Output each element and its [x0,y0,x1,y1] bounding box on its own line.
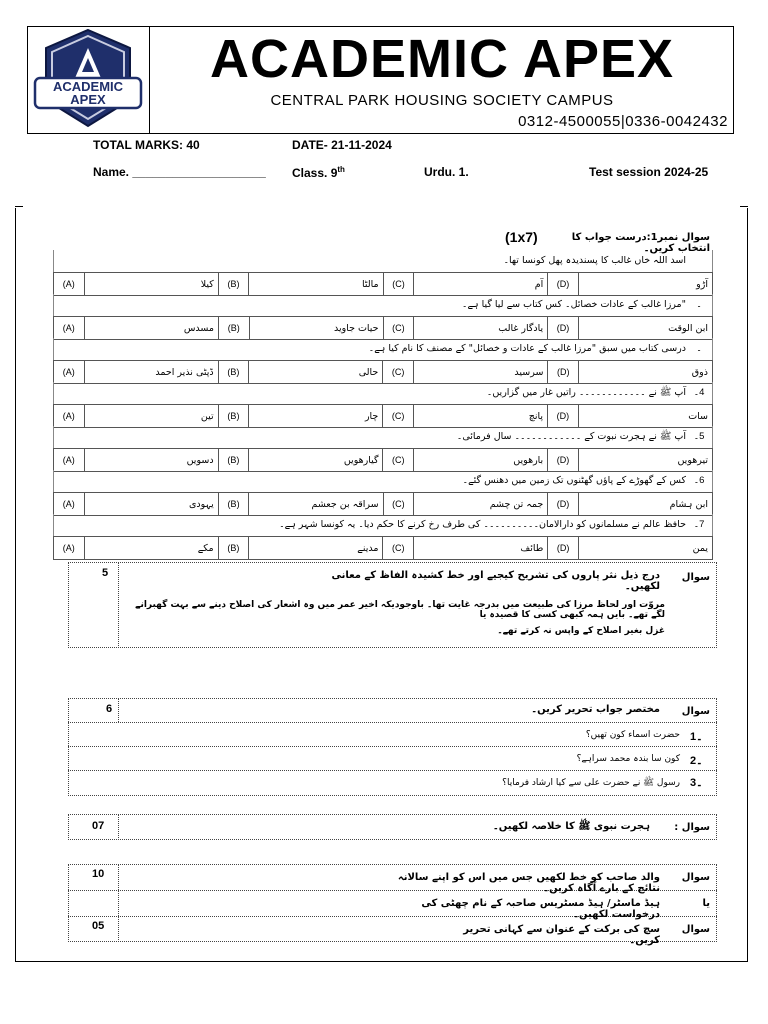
q1-option-c: طائف [414,537,548,560]
q1-question-2 [53,294,713,316]
q4-marks: 07 [92,820,105,832]
q1-option-d: ابن الوقت [578,317,712,340]
q3-item-1-text: حضرت اسماء کون تھیں؟ [585,730,680,740]
q5-or: یا [702,898,710,909]
q3-item-3-text: رسول ﷺ نے حضرت علی سے کیا ارشاد فرمایا؟ [502,778,680,788]
q1-option-b: مالٹا [249,273,383,296]
q1-question-text: درسی کتاب میں سبق "مرزا غالب کے عادات و خصائل" کے مصنف کا نام کیا ہے۔ [368,343,686,354]
class-value: Class. 9 [292,166,338,180]
phone-numbers: 0312-4500055|0336-0042432 [518,113,728,130]
q1-option-d: ابن ہشام [578,493,712,516]
q5-line1: والد صاحب کو خط لکھیں جس میں اس کو اپنے سالانہ نتائج کے بارے آگاہ کریں۔ [397,872,660,894]
q4-label: سوال : [674,822,710,833]
q1-option-b: حالی [249,361,383,384]
subject-field: Urdu. 1. [424,165,469,179]
q1-question-text: حافظ عالم نے مسلمانوں کو دارالامان۔۔۔۔۔۔۔۔۔۔ کی طرف رخ کرنے کا حکم دیا۔ یہ کونسا شہر ہے۔ [279,519,686,530]
q4-title: ہجرت نبوی ﷺ کا خلاصہ لکھیں۔ [492,821,650,832]
q1-option-a-label: (A) [54,405,85,428]
q6-label: سوال [681,924,710,935]
q1-option-d-label: (D) [548,273,579,296]
q1-option-b-label: (B) [218,361,249,384]
q6-marks: 05 [92,920,105,932]
q1-option-b-label: (B) [218,273,249,296]
q1-options-row [53,316,713,340]
logo [27,26,150,134]
q3-item-2-text: کون سا بندہ محمد سراہے؟ [576,754,680,764]
q1-option-a-label: (A) [54,273,85,296]
q1-options-row [53,536,713,560]
q1-option-c: بارھویں [414,449,548,472]
school-name: ACADEMIC APEX [209,29,675,89]
q1-option-b-label: (B) [218,317,249,340]
q1-option-a-label: (A) [54,449,85,472]
q1-option-c: سرسید [413,361,548,384]
q1-option-c: جمہ تن چشم [414,493,548,516]
q1-option-c-label: (C) [383,449,414,472]
q1-question-text: "مرزا غالب کے عادات خصائل۔ کس کتاب سے لیا گیا ہے۔ [461,299,686,310]
frame-corner-left [15,206,23,207]
q1-options-row [53,404,713,428]
total-marks: TOTAL MARKS: 40 [93,138,200,152]
q1-option-c-label: (C) [383,317,414,340]
q3-item-2-num: 2۔ [690,755,703,767]
q1-option-a: یہودی [84,493,218,516]
class-sup: th [337,165,345,174]
q1-option-c-label: (C) [383,405,414,428]
q1-question-5 [53,426,713,448]
q1-option-b-label: (B) [218,449,249,472]
q4-divider [118,814,120,840]
q3-rule-1 [68,722,717,724]
student-name-field: Name. ____________________ [93,165,266,179]
q3-rule-3 [68,770,717,772]
q1-option-a-label: (A) [54,537,85,560]
q1-option-d-label: (D) [548,449,579,472]
exam-date: DATE- 21-11-2024 [292,138,392,152]
q5-label: سوال [681,872,710,883]
q1-question-6 [53,470,713,492]
q2-paragraph-line1: مروّت اور لحاظ مرزا کی طبیعت میں بدرجہ غایت تھا۔ باوجودیکہ اخیر عمر میں وہ اشعار کی اصلاح دینے سے بہت گھبرانے لگے تھے۔ بایں ہمہ کبھی کسی کا قصیدہ یا [135,600,665,620]
q1-option-d-label: (D) [548,361,579,384]
campus-name: CENTRAL PARK HOUSING SOCIETY CAMPUS [270,92,614,109]
q1-option-b-label: (B) [218,537,249,560]
q1-option-a: تین [84,405,218,428]
q2-paragraph-line2: غزل بغیر اصلاح کے واپس نہ کرتے تھے۔ [497,626,665,636]
q3-marks: 6 [106,703,113,715]
q1-question-1 [53,250,713,272]
q1-option-d-label: (D) [548,493,579,516]
q3-rule-2 [68,746,717,748]
q1-option-d-label: (D) [548,317,579,340]
q1-option-c: آم [414,273,548,296]
q1-option-b: حیات جاوید [249,317,383,340]
q1-question-4 [53,382,713,404]
q1-option-a: مکے [84,537,218,560]
q1-option-a: کیلا [84,273,218,296]
q1-option-b: چار [249,405,383,428]
q1-question-3 [53,338,713,360]
q3-divider [118,698,120,722]
q1-option-c-label: (C) [383,493,414,516]
q1-options-row [53,492,713,516]
q1-options-row [53,360,713,384]
q1-question-text: کس کے گھوڑے کے پاؤں گھٹنوں تک زمین میں دھنس گئے۔ [462,475,686,486]
q3-item-1-num: 1۔ [690,731,703,743]
q1-option-d-label: (D) [548,537,579,560]
q1-option-c-label: (C) [383,273,414,296]
class-field [292,165,345,180]
q1-option-d: آڑو [578,273,712,296]
q1-option-b: مدینے [249,537,383,560]
q1-question-number: 4۔ [693,387,705,398]
q1-option-d: یمن [578,537,712,560]
q1-option-a: مسدس [84,317,218,340]
q1-question-text: آپ ﷺ نے ہجرت نبوت کے ۔۔۔۔۔۔۔۔۔۔۔۔ سال فرمائی۔ [456,431,686,442]
q1-option-b: گیارھویں [249,449,383,472]
q1-options-row [53,448,713,472]
q1-question-number: ۔ [696,299,702,310]
q1-option-b-label: (B) [218,405,249,428]
q2-title: درج ذیل نثر پاروں کی تشریح کیجیے اور خط کشیدہ الفاظ کے معانی لکھیں۔ [331,570,660,592]
q1-option-c: یادگار غالب [414,317,548,340]
q1-question-text: آپ ﷺ نے ۔۔۔۔۔۔۔۔۔۔۔۔ راتیں غار میں گزاریں۔ [486,387,686,398]
q1-option-d: سات [578,405,712,428]
q1-option-d: ذوق [578,361,712,384]
q2-marks: 5 [102,567,109,579]
q1-option-b-label: (B) [218,493,249,516]
q1-options-row [53,272,713,296]
q1-question-number: 6۔ [693,475,705,486]
q1-question-number: ۔ [696,343,702,354]
q1-question-7 [53,514,713,536]
q1-option-b: سراقہ بن جعشم [249,493,383,516]
q3-title: مختصر جواب تحریر کریں۔ [531,704,660,715]
q1-option-c-label: (C) [383,537,414,560]
q3-label: سوال [681,706,710,717]
q1-marks: (1x7) [505,229,538,245]
q1-option-a: ڈپٹی نذیر احمد [84,361,218,384]
frame-corner-right [740,206,748,207]
q1-question-number: 7۔ [693,519,705,530]
q2-label: سوال [681,572,710,583]
q1-title: سوال نمبر1:درست جواب کا انتخاب کریں۔ [571,232,710,254]
logo-text-2: APEX [70,92,106,107]
q1-option-d-label: (D) [548,405,579,428]
q5-line2: ہیڈ ماسٹر/ ہیڈ مسٹریس صاحبہ کے نام چھٹی کی درخواست لکھیں۔ [421,898,660,920]
q1-option-d: تیرھویں [578,449,712,472]
q5-marks: 10 [92,868,105,880]
test-session: Test session 2024-25 [589,165,709,179]
q1-question-text: اسد اللہ خاں غالب کا پسندیدہ پھل کونسا تھا۔ [503,255,686,266]
q1-option-a: دسویں [84,449,218,472]
q1-option-a-label: (A) [54,317,85,340]
q1-option-a-label: (A) [54,493,85,516]
q6-title: سچ کی برکت کے عنوان سے کہانی تحریر کریں۔ [463,924,660,946]
logo-text-1: ACADEMIC [52,79,124,94]
q1-option-a-label: (A) [54,361,85,384]
q1-question-number: 5۔ [693,431,705,442]
q3-item-3-num: 3۔ [690,777,703,789]
q5-divider [118,864,120,942]
q1-option-c-label: (C) [383,361,414,384]
q1-option-c: پانچ [413,405,547,428]
